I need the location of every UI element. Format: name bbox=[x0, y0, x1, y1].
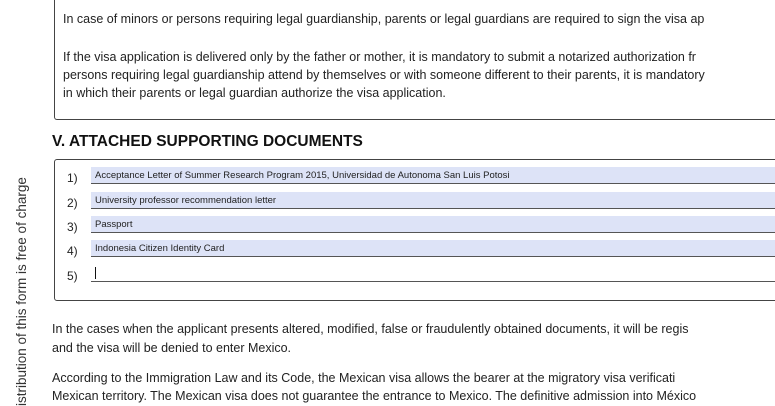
document-field-3[interactable]: Passport bbox=[91, 216, 775, 233]
document-row-4 bbox=[65, 238, 775, 262]
document-row-1 bbox=[65, 165, 775, 189]
document-number: 4) bbox=[67, 244, 78, 258]
document-field-2[interactable]: University professor recommendation letter bbox=[91, 192, 775, 209]
text-caret bbox=[95, 267, 96, 279]
document-field-4[interactable]: Indonesia Citizen Identity Card bbox=[91, 240, 775, 257]
guardianship-box bbox=[54, 0, 775, 120]
notice-line-4: Mexican territory. The Mexican visa does not guarantee the entrance to Mexico. The definitive admission into México bbox=[52, 389, 697, 403]
guardianship-line-4: in which their parents or legal guardian authorize the visa application. bbox=[63, 86, 446, 100]
section-title: V. ATTACHED SUPPORTING DOCUMENTS bbox=[52, 133, 363, 150]
document-field-5[interactable] bbox=[91, 265, 775, 282]
document-row-2 bbox=[65, 190, 775, 214]
document-number: 3) bbox=[67, 220, 78, 234]
side-note: istribution of this form is free of charge bbox=[14, 177, 29, 406]
notice-line-2: and the visa will be denied to enter Mexico. bbox=[52, 341, 292, 355]
notice-line-3: According to the Immigration Law and its Code, the Mexican visa allows the bearer at the migratory visa verificati bbox=[52, 371, 676, 385]
guardianship-line-3: persons requiring legal guardianship attend by themselves or with someone different to their parents, it is mandatory bbox=[63, 68, 705, 82]
document-number: 5) bbox=[67, 269, 78, 283]
documents-box bbox=[54, 159, 775, 301]
guardianship-line-2: If the visa application is delivered only by the father or mother, it is mandatory to submit a notarized authorization fr bbox=[63, 50, 696, 64]
document-field-1[interactable]: Acceptance Letter of Summer Research Program 2015, Universidad de Autonoma San Luis Potosi bbox=[91, 167, 775, 184]
document-number: 1) bbox=[67, 171, 78, 185]
notice-line-1: In the cases when the applicant presents altered, modified, false or fraudulently obtained documents, it will be regis bbox=[52, 322, 689, 336]
document-row-5 bbox=[65, 263, 775, 287]
document-number: 2) bbox=[67, 196, 78, 210]
guardianship-line-1: In case of minors or persons requiring legal guardianship, parents or legal guardians are required to sign the visa ap bbox=[63, 12, 705, 26]
document-row-3 bbox=[65, 214, 775, 238]
